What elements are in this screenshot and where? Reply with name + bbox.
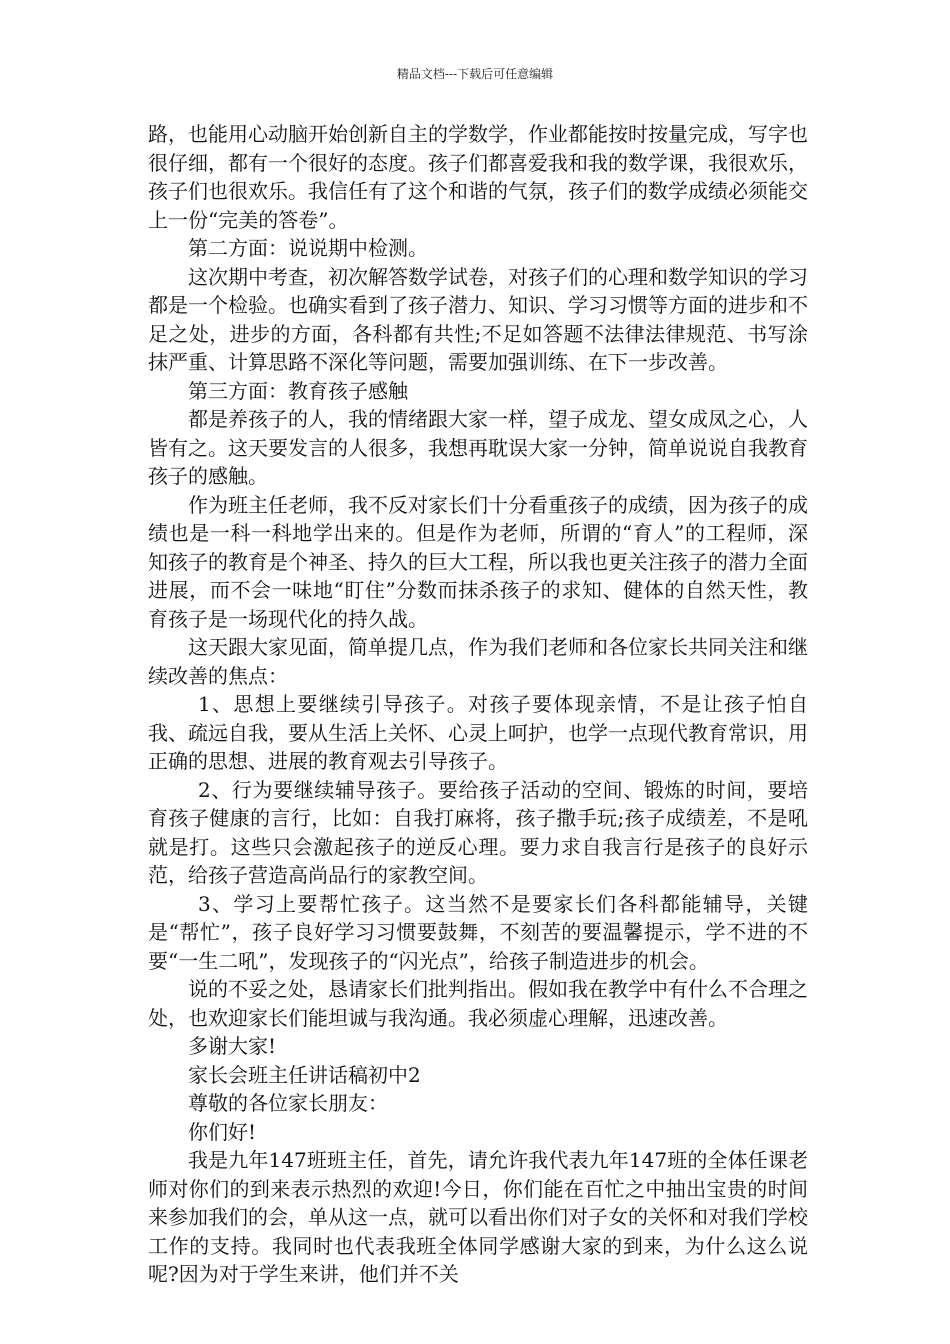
page-header: 精品文档---下载后可任意编辑	[396, 67, 554, 81]
list-item-3: 3、学习上要帮忙孩子。这当然不是要家长们各科都能辅导，关键是“帮忙”，孩子良好学习习惯要鼓舞，不刻苦的要温馨提示，学不进的不要“一生二吼”，发现孩子的“闪光点”，给孩子制造进步的机会。	[148, 891, 808, 973]
paragraph-thanks: 多谢大家!	[188, 1034, 277, 1058]
list-item-1: 1、思想上要继续引导孩子。对孩子要体现亲情，不是让孩子怕自我、疏远自我，要从生活上关怀、心灵上呵护，也学一点现代教育常识，用正确的思想、进展的教育观去引导孩子。	[148, 692, 808, 773]
paragraph-teacher: 作为班主任老师，我不反对家长们十分看重孩子的成绩，因为孩子的成绩也是一科一科地学出来的。但是作为老师，所谓的“育人”的工程师，深知孩子的教育是个神圣、持久的巨大工程，所以我也更关注孩子的潜力全面进展，而不会一味地“盯住”分数而抹杀孩子的求知、健体的自然天性，教育孩子是一场现代化的持久战。	[148, 492, 808, 631]
paragraph-continuation: 路，也能用心动脑开始创新自主的学数学，作业都能按时按量完成，写字也很仔细，都有一个很好的态度。孩子们都喜爱我和我的数学课，我很欢乐，孩子们也很欢乐。我信任有了这个和谐的气氛，孩子们的数学成绩必须能交上一份“完美的答卷”。	[148, 122, 808, 232]
section-heading-2: 第二方面：说说期中检测。	[188, 236, 428, 260]
section-heading-3: 第三方面：教育孩子感触	[188, 378, 408, 403]
paragraph-closing: 说的不妥之处，恳请家长们批判指出。假如我在教学中有什么不合理之处，也欢迎家长们能坦诚与我沟通。我必须虚心理解，迅速改善。	[148, 977, 808, 1030]
salutation: 尊敬的各位家长朋友：	[188, 1091, 388, 1115]
greeting: 你们好!	[188, 1119, 257, 1144]
list-item-2: 2、行为要继续辅导孩子。要给孩子活动的空间、锻炼的时间，要培育孩子健康的言行，比如：自我打麻将，孩子撒手玩;孩子成绩差，不是吼就是打。这些只会激起孩子的逆反心理。要力求自我言行是孩子的良好示范，给孩子营造高尚品行的家教空间。	[148, 777, 808, 887]
paragraph-introduction: 我是九年147班班主任，首先，请允许我代表九年147班的全体任课老师对你们的到来表示热烈的欢迎!今日，你们能在百忙之中抽出宝贵的时间来参加我们的会，单从这一点，就可以看出你们对子女的关怀和对我们学校工作的支持。我同时也代表我班全体同学感谢大家的到来，为什么这么说呢?因为对于学生来讲，他们并不关	[148, 1148, 808, 1286]
paragraph-focus: 这天跟大家见面，简单提几点，作为我们老师和各位家长共同关注和继续改善的焦点：	[148, 635, 808, 688]
document-body	[148, 120, 808, 1289]
paragraph-midterm: 这次期中考查，初次解答数学试卷，对孩子们的心理和数学知识的学习都是一个检验。也确实看到了孩子潜力、知识、学习习惯等方面的进步和不足之处，进步的方面，各科都有共性;不足如答题不法律法律规范、书写涂抹严重、计算思路不深化等问题，需要加强训练、在下一步改善。	[148, 264, 808, 374]
paragraph-parents: 都是养孩子的人，我的情绪跟大家一样，望子成龙、望女成凤之心，人皆有之。这天要发言的人很多，我想再耽误大家一分钟，简单说说自我教育孩子的感触。	[148, 407, 808, 488]
speech-2-title: 家长会班主任讲话稿初中2	[188, 1062, 421, 1087]
